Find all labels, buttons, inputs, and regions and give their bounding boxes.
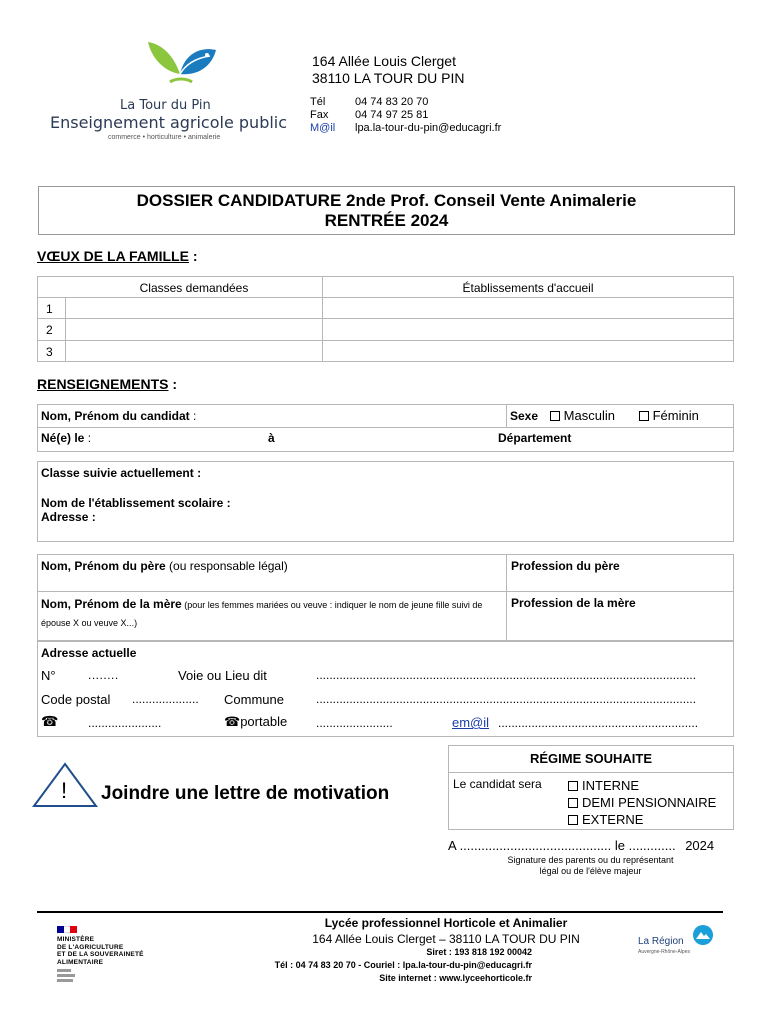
region-mountain-icon (692, 924, 714, 946)
footer-website: Site internet : www.lyceehorticole.fr (379, 973, 532, 983)
school-logo (50, 38, 295, 148)
sexe-field: Sexe Masculin Féminin (510, 408, 699, 423)
father-profession-label: Profession du père (511, 559, 620, 573)
ministry-logo: MINISTÈRE DE L'AGRICULTURE ET DE LA SOUVERAINETÉ ALIMENTAIRE (57, 926, 167, 982)
region-name: La Région (638, 936, 684, 947)
email-field[interactable]: ............................................................ (498, 716, 699, 730)
logo-town: La Tour du Pin (120, 98, 211, 113)
externe-checkbox[interactable] (568, 815, 578, 825)
option-externe[interactable]: EXTERNE (568, 811, 716, 828)
voeux-heading: VŒUX DE LA FAMILLE : (37, 248, 198, 264)
page-subtitle: RENTRÉE 2024 (324, 211, 449, 230)
footer-school: Lycée professionnel Horticole et Animalier (324, 916, 568, 930)
commune-field[interactable]: .................................................................................................................. (316, 692, 697, 706)
birth-label: Né(e) le : (41, 431, 92, 445)
phone-icon: ☎ (41, 714, 59, 730)
phone-number: 04 74 83 20 70 (355, 96, 429, 108)
row-number: 1 (46, 302, 53, 316)
portable-field-label: ☎portable (224, 714, 288, 730)
footer-divider (37, 911, 723, 913)
masculin-checkbox[interactable] (550, 411, 560, 421)
title-box (38, 186, 735, 235)
current-class-label: Classe suivie actuellement : (41, 466, 202, 480)
street-field[interactable]: .................................................................................................................. (316, 668, 697, 682)
footer-siret: Siret : 193 818 192 00042 (426, 947, 532, 957)
mail-label: M@il (310, 122, 336, 134)
logo-name: Enseignement agricole public (50, 113, 288, 132)
father-label: Nom, Prénom du père (ou responsable légal) (41, 559, 288, 573)
school-address (312, 53, 465, 87)
mail-address[interactable]: lpa.la-tour-du-pin@educagri.fr (355, 122, 502, 134)
option-demi-pensionnaire[interactable]: DEMI PENSIONNAIRE (568, 794, 716, 811)
email-label: em@il (452, 715, 490, 730)
row-number: 2 (46, 323, 53, 337)
street-number-field[interactable]: ........ (88, 668, 119, 682)
signature-caption: Signature des parents ou du représentant légal ou de l'élève majeur (507, 855, 674, 876)
birthplace-label: à (268, 431, 275, 445)
option-interne[interactable]: INTERNE (568, 777, 716, 794)
feminin-checkbox[interactable] (639, 411, 649, 421)
street-number-label: N° (41, 668, 56, 683)
french-flag-icon (57, 926, 77, 933)
region-subtitle: Auvergne-Rhône-Alpes (638, 949, 690, 955)
address-city: 38110 LA TOUR DU PIN (312, 70, 465, 86)
contact-block: Tél 04 74 83 20 70 Fax 04 74 97 25 81 M@il lpa.la-tour-du-pin@educagri.fr (310, 96, 502, 134)
leaf-fish-icon (140, 38, 230, 94)
col-classes: Classes demandées (139, 281, 249, 295)
warning-mark: ! (61, 778, 68, 803)
mobile-phone-icon: ☎ (224, 715, 241, 730)
demi-pensionnaire-checkbox[interactable] (568, 798, 578, 808)
motivation-text: Joindre une lettre de motivation (101, 783, 390, 804)
renseignements-heading: RENSEIGNEMENTS : (37, 376, 178, 392)
current-address-label: Adresse actuelle (41, 646, 137, 660)
footer-address: 164 Allée Louis Clerget – 38110 LA TOUR DU PIN (312, 932, 580, 946)
logo-tagline: commerce • horticulture • animalerie (108, 134, 221, 141)
signature-place-date[interactable]: A .......................................... le ............. 2024 (448, 838, 715, 853)
interne-checkbox[interactable] (568, 781, 578, 791)
mother-profession-label: Profession de la mère (511, 596, 636, 610)
col-etablissements: Établissements d'accueil (462, 281, 594, 295)
regime-heading: RÉGIME SOUHAITE (529, 751, 653, 766)
regime-options (568, 777, 716, 828)
postal-code-label: Code postal (41, 692, 111, 707)
footer-info (190, 916, 590, 946)
portable-field[interactable]: ....................... (316, 716, 393, 730)
street-label: Voie ou Lieu dit (178, 668, 267, 683)
mother-label: Nom, Prénom de la mère (pour les femmes mariées ou veuve : indiquer le nom de jeune fille suivi de épouse X ou veuve X...) (41, 597, 483, 628)
row-number: 3 (46, 345, 53, 359)
departement-label: Département (498, 431, 572, 445)
footer-contact: Tél : 04 74 83 20 70 - Couriel : lpa.la-tour-du-pin@educagri.fr (274, 960, 532, 970)
school-address-label: Adresse : (41, 510, 96, 524)
address-street: 164 Allée Louis Clerget (312, 53, 456, 69)
regime-label: Le candidat sera (453, 777, 542, 791)
postal-code-field[interactable]: .................... (132, 692, 199, 706)
phone-field[interactable]: ...................... (88, 716, 162, 730)
commune-label: Commune (224, 692, 284, 707)
candidate-name-label: Nom, Prénom du candidat : (41, 409, 197, 423)
page-title: DOSSIER CANDIDATURE 2nde Prof. Conseil Vente Animalerie (136, 191, 637, 210)
fax-number: 04 74 97 25 81 (355, 109, 429, 121)
school-name-label: Nom de l'établissement scolaire : (41, 496, 231, 510)
